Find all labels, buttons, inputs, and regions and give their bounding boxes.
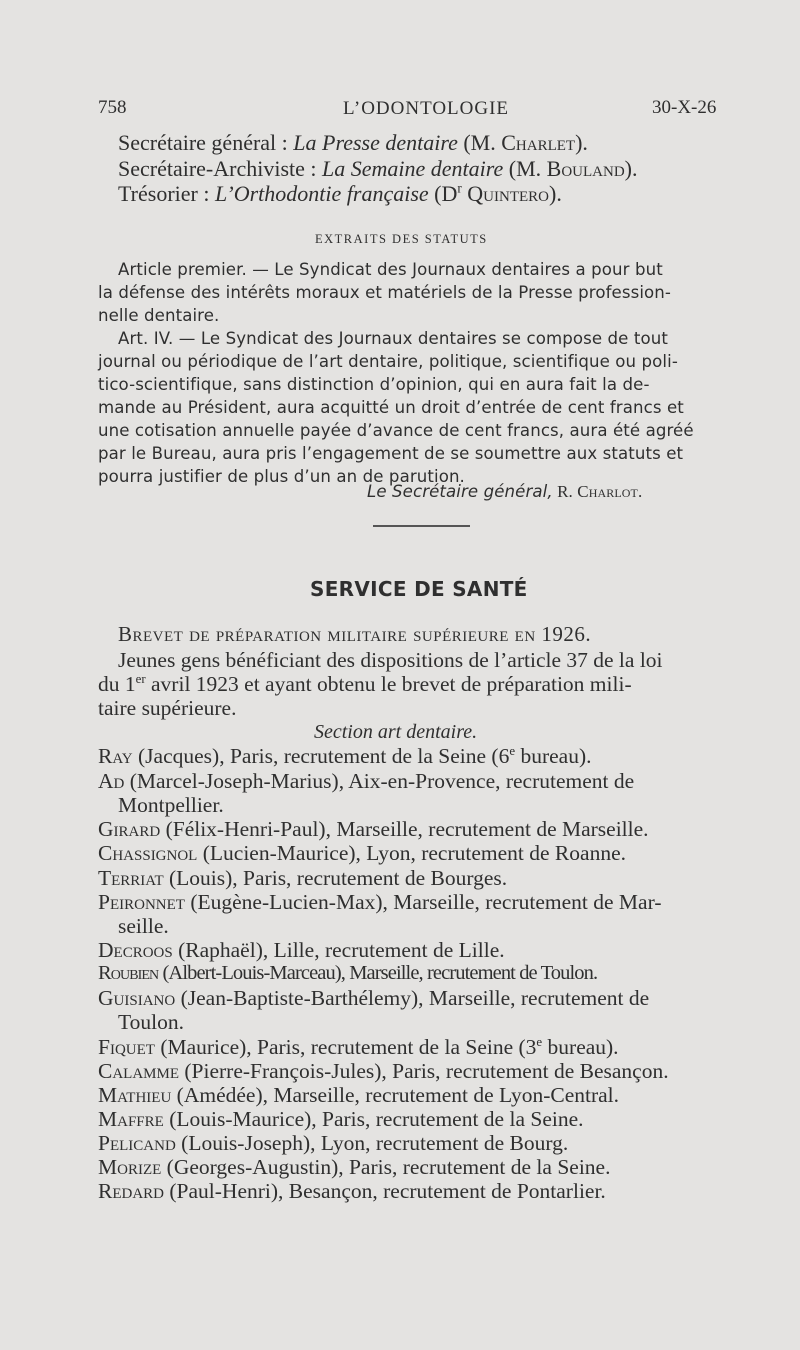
- recipient-entry-continuation: seille.: [118, 914, 169, 938]
- recipient-name: Peironnet: [98, 890, 185, 914]
- statute-line: nelle dentaire.: [98, 306, 220, 325]
- page-number: 758: [98, 97, 127, 118]
- recipient-entry: Roubien (Albert-Louis-Marceau), Marseille, recrutement de Toulon.: [98, 962, 598, 984]
- recipient-name: Calamme: [98, 1059, 180, 1083]
- recipient-entry-continuation: Toulon.: [118, 1010, 184, 1034]
- recipient-entry: Terriat (Louis), Paris, recrutement de Bourges.: [98, 866, 508, 890]
- recipient-name: Morize: [98, 1155, 162, 1179]
- statute-line: Article premier. — Le Syndicat des Journaux dentaires a pour but: [118, 260, 663, 279]
- recipient-name: Terriat: [98, 866, 164, 890]
- statute-line: pourra justifier de plus d’un an de parution.: [98, 467, 465, 486]
- statutes-heading: EXTRAITS DES STATUTS: [315, 232, 488, 246]
- recipient-entry: Maffre (Louis-Maurice), Paris, recrutement de la Seine.: [98, 1107, 584, 1131]
- recipient-name: Chassignol: [98, 841, 198, 865]
- statute-line: Art. IV. — Le Syndicat des Journaux dentaires se compose de tout: [118, 329, 668, 348]
- recipient-entry: Decroos (Raphaël), Lille, recrutement de Lille.: [98, 938, 505, 962]
- recipient-name: Fiquet: [98, 1035, 155, 1059]
- recipient-entry: Guisiano (Jean-Baptiste-Barthélemy), Marseille, recrutement de: [98, 986, 650, 1010]
- officer-line: Secrétaire-Archiviste : La Semaine dentaire (M. Bouland).: [118, 156, 638, 181]
- intro-line: du 1er avril 1923 et ayant obtenu le brevet de préparation mili-: [98, 671, 632, 696]
- statute-line: une cotisation annuelle payée d’avance de cent francs, aura été agréé: [98, 421, 694, 440]
- statute-line: tico-scientifique, sans distinction d’opinion, qui en aura fait la de-: [98, 375, 650, 394]
- recipient-name: Girard: [98, 817, 161, 841]
- recipient-entry: Mathieu (Amédée), Marseille, recrutement de Lyon-Central.: [98, 1083, 620, 1107]
- statute-line: la défense des intérêts moraux et matériels de la Presse profession-: [98, 283, 671, 302]
- recipient-name: Decroos: [98, 938, 173, 962]
- section-divider: [373, 525, 470, 527]
- recipient-entry: Girard (Félix-Henri-Paul), Marseille, recrutement de Marseille.: [98, 817, 649, 841]
- running-title: L’ODONTOLOGIE: [343, 98, 510, 119]
- intro-line: taire supérieure.: [98, 696, 237, 720]
- issue-date: 30-X-26: [652, 97, 717, 118]
- recipient-entry: Ad (Marcel-Joseph-Marius), Aix-en-Provence, recrutement de: [98, 769, 635, 793]
- recipient-entry: Ray (Jacques), Paris, recrutement de la Seine (6e bureau).: [98, 743, 592, 768]
- intro-line: Jeunes gens bénéficiant des dispositions de l’article 37 de la loi: [118, 648, 663, 672]
- recipient-name: Guisiano: [98, 986, 176, 1010]
- recipient-entry: Morize (Georges-Augustin), Paris, recrutement de la Seine.: [98, 1155, 611, 1179]
- officer-line: Trésorier : L’Orthodontie française ($D^r$ Quintero).: [118, 180, 562, 206]
- statute-line: mande au Président, aura acquitté un droit d’entrée de cent francs et: [98, 398, 684, 417]
- recipient-entry: Redard (Paul-Henri), Besançon, recrutement de Pontarlier.: [98, 1179, 606, 1203]
- recipient-name: Mathieu: [98, 1083, 172, 1107]
- recipient-entry: Fiquet (Maurice), Paris, recrutement de la Seine (3e bureau).: [98, 1034, 619, 1059]
- statute-line: par le Bureau, aura pris l’engagement de se soumettre aux statuts et: [98, 444, 684, 463]
- recipient-name: Redard: [98, 1179, 165, 1203]
- recipient-name: Maffre: [98, 1107, 164, 1131]
- recipient-entry-continuation: Montpellier.: [118, 793, 224, 817]
- recipient-name: Pelicand: [98, 1131, 176, 1155]
- recipient-entry: Peironnet (Eugène-Lucien-Max), Marseille, recrutement de Mar-: [98, 890, 662, 914]
- statute-line: journal ou périodique de l’art dentaire, politique, scientifique ou poli-: [98, 352, 678, 371]
- recipient-name: Roubien: [98, 962, 159, 984]
- recipient-name: Ad: [98, 769, 125, 793]
- statutes-signature: Le Secrétaire général, R. Charlot.: [367, 482, 643, 501]
- recipient-name: Ray: [98, 744, 133, 768]
- officer-line: Secrétaire général : La Presse dentaire (M. Charlet).: [118, 130, 588, 155]
- recipient-entry: Chassignol (Lucien-Maurice), Lyon, recrutement de Roanne.: [98, 841, 626, 865]
- recipient-entry: Calamme (Pierre-François-Jules), Paris, recrutement de Besançon.: [98, 1059, 669, 1083]
- section-subtitle: Section art dentaire.: [314, 721, 478, 743]
- brevet-heading: Brevet de préparation militaire supérieure en 1926.: [118, 622, 592, 646]
- section-title: SERVICE DE SANTÉ: [310, 577, 528, 601]
- recipient-entry: Pelicand (Louis-Joseph), Lyon, recrutement de Bourg.: [98, 1131, 569, 1155]
